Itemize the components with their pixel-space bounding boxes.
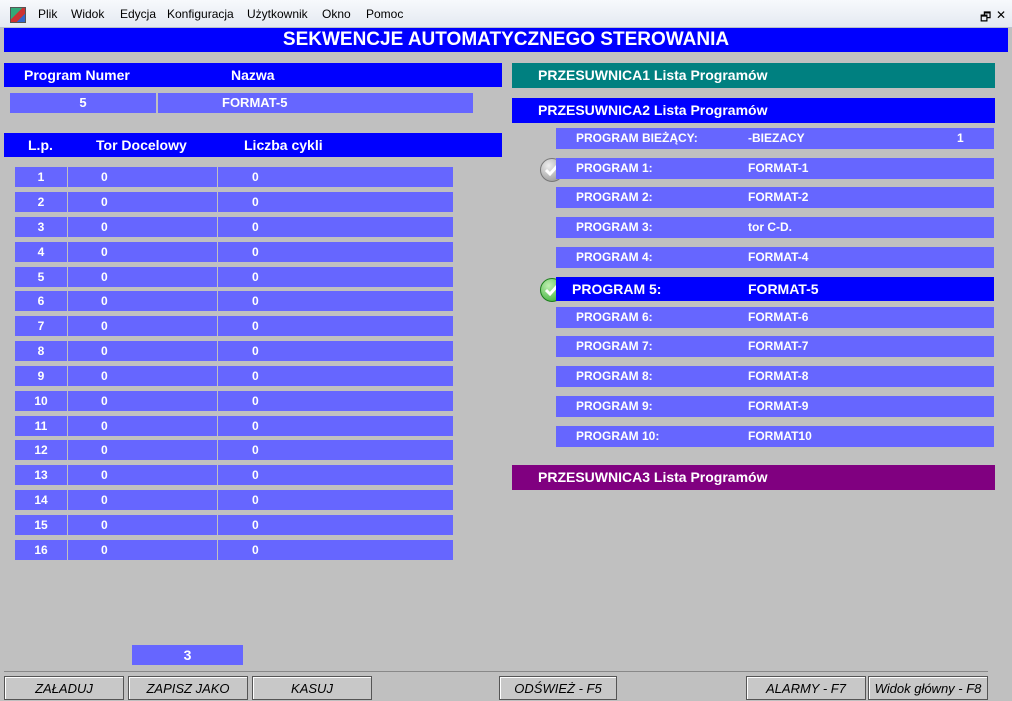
col-cykle-header: Liczba cykli — [244, 137, 323, 153]
program-row[interactable] — [556, 217, 994, 238]
table-row — [15, 167, 453, 187]
program-row[interactable] — [556, 247, 994, 268]
program-row[interactable] — [556, 366, 994, 387]
page-title: SEKWENCJE AUTOMATYCZNEGO STEROWANIA — [4, 28, 1008, 52]
tor-field[interactable]: 0 — [68, 366, 217, 386]
col-tor-header: Tor Docelowy — [96, 137, 187, 153]
tor-field[interactable]: 0 — [68, 167, 217, 187]
program-number-header: Program Numer — [24, 67, 130, 83]
section-przesuwnica3[interactable]: PRZESUWNICA3 Lista Programów — [512, 465, 995, 490]
table-row — [15, 440, 453, 460]
tor-field[interactable]: 0 — [68, 341, 217, 361]
row-index: 12 — [15, 440, 67, 460]
refresh-button[interactable]: ODŚWIEŻ - F5 — [499, 676, 617, 700]
program-row[interactable] — [556, 396, 994, 417]
cycles-field[interactable]: 0 — [218, 316, 453, 336]
row-index: 1 — [15, 167, 67, 187]
table-row — [15, 416, 453, 436]
program-label: PROGRAM 1: — [576, 161, 653, 175]
cycles-field[interactable]: 0 — [218, 490, 453, 510]
table-row — [15, 192, 453, 212]
program-label: PROGRAM 8: — [576, 369, 653, 383]
close-icon[interactable]: ✕ — [996, 8, 1007, 22]
cycles-field[interactable]: 0 — [218, 540, 453, 560]
cycles-field[interactable]: 0 — [218, 391, 453, 411]
program-label: PROGRAM 6: — [576, 310, 653, 324]
program-value: FORMAT-5 — [748, 281, 819, 297]
program-number-field[interactable]: 5 — [10, 93, 156, 113]
main-view-button[interactable]: Widok główny - F8 — [868, 676, 988, 700]
cycles-field[interactable]: 0 — [218, 416, 453, 436]
cycles-field[interactable]: 0 — [218, 217, 453, 237]
table-header — [4, 133, 502, 157]
col-lp-header: L.p. — [28, 137, 53, 153]
tor-field[interactable]: 0 — [68, 490, 217, 510]
program-row[interactable] — [556, 426, 994, 447]
tor-field[interactable]: 0 — [68, 242, 217, 262]
row-index: 10 — [15, 391, 67, 411]
table-row — [15, 242, 453, 262]
row-index: 9 — [15, 366, 67, 386]
cycles-field[interactable]: 0 — [218, 440, 453, 460]
table-row — [15, 341, 453, 361]
tor-field[interactable]: 0 — [68, 267, 217, 287]
program-label: PROGRAM 10: — [576, 429, 660, 443]
row-index: 15 — [15, 515, 67, 535]
program-row[interactable] — [556, 158, 994, 179]
table-row — [15, 515, 453, 535]
cycles-field[interactable]: 0 — [218, 242, 453, 262]
program-row-active[interactable] — [556, 277, 994, 301]
program-value: FORMAT-2 — [748, 190, 809, 204]
row-index: 7 — [15, 316, 67, 336]
cycles-field[interactable]: 0 — [218, 291, 453, 311]
menu-bar — [0, 0, 1012, 28]
restore-icon[interactable]: 🗗 — [980, 10, 992, 24]
program-value: FORMAT-4 — [748, 250, 809, 264]
table-row — [15, 391, 453, 411]
load-button[interactable]: ZAŁADUJ — [4, 676, 124, 700]
program-label: PROGRAM 2: — [576, 190, 653, 204]
table-row — [15, 490, 453, 510]
row-index: 11 — [15, 416, 67, 436]
menu-konfiguracja[interactable]: Konfiguracja — [167, 7, 234, 21]
program-value: FORMAT-1 — [748, 161, 809, 175]
tor-field[interactable]: 0 — [68, 192, 217, 212]
row-index: 5 — [15, 267, 67, 287]
program-value: FORMAT-7 — [748, 339, 809, 353]
menu-plik[interactable]: Plik — [38, 7, 58, 21]
program-value: FORMAT-6 — [748, 310, 809, 324]
row-index: 3 — [15, 217, 67, 237]
cycles-field[interactable]: 0 — [218, 515, 453, 535]
row-index: 13 — [15, 465, 67, 485]
footer-value-field: 3 — [132, 645, 243, 665]
table-row — [15, 540, 453, 560]
program-label: PROGRAM 3: — [576, 220, 653, 234]
program-label: PROGRAM 5: — [572, 281, 662, 297]
program-value: FORMAT-8 — [748, 369, 809, 383]
program-label: PROGRAM 4: — [576, 250, 653, 264]
table-row — [15, 217, 453, 237]
current-program-row — [556, 128, 994, 149]
row-index: 2 — [15, 192, 67, 212]
program-label: PROGRAM 7: — [576, 339, 653, 353]
menu-uzytkownik[interactable]: Użytkownik — [247, 7, 308, 21]
tor-field[interactable]: 0 — [68, 540, 217, 560]
program-value: tor C-D. — [748, 220, 792, 234]
tor-field[interactable]: 0 — [68, 465, 217, 485]
current-program-label: PROGRAM BIEŻĄCY: — [576, 131, 698, 145]
program-value: FORMAT-9 — [748, 399, 809, 413]
program-value: FORMAT10 — [748, 429, 812, 443]
program-name-header: Nazwa — [231, 67, 275, 83]
current-program-value: -BIEZACY — [748, 131, 805, 145]
tor-field[interactable]: 0 — [68, 217, 217, 237]
cycles-field[interactable]: 0 — [218, 465, 453, 485]
tor-field[interactable]: 0 — [68, 391, 217, 411]
row-index: 16 — [15, 540, 67, 560]
table-row — [15, 267, 453, 287]
divider — [4, 671, 988, 672]
cycles-field[interactable]: 0 — [218, 341, 453, 361]
tor-field[interactable]: 0 — [68, 416, 217, 436]
program-row[interactable] — [556, 187, 994, 208]
table-row — [15, 366, 453, 386]
tor-field[interactable]: 0 — [68, 440, 217, 460]
program-row[interactable] — [556, 307, 994, 328]
app-icon[interactable] — [10, 7, 26, 23]
menu-widok[interactable]: Widok — [71, 7, 105, 21]
tor-field[interactable]: 0 — [68, 515, 217, 535]
tor-field[interactable]: 0 — [68, 291, 217, 311]
tor-field[interactable]: 0 — [68, 316, 217, 336]
alarms-button[interactable]: ALARMY - F7 — [746, 676, 866, 700]
section-przesuwnica2[interactable]: PRZESUWNICA2 Lista Programów — [512, 98, 995, 123]
program-row[interactable] — [556, 336, 994, 357]
table-row — [15, 465, 453, 485]
program-label: PROGRAM 9: — [576, 399, 653, 413]
table-row — [15, 316, 453, 336]
cycles-field[interactable]: 0 — [218, 167, 453, 187]
menu-edycja[interactable]: Edycja — [120, 7, 157, 21]
current-program-number: 1 — [957, 131, 964, 145]
program-name-field[interactable]: FORMAT-5 — [158, 93, 473, 113]
row-index: 6 — [15, 291, 67, 311]
section-przesuwnica1[interactable]: PRZESUWNICA1 Lista Programów — [512, 63, 995, 88]
table-row — [15, 291, 453, 311]
cycles-field[interactable]: 0 — [218, 192, 453, 212]
row-index: 14 — [15, 490, 67, 510]
row-index: 8 — [15, 341, 67, 361]
cycles-field[interactable]: 0 — [218, 267, 453, 287]
row-index: 4 — [15, 242, 67, 262]
menu-okno[interactable]: Okno — [322, 7, 351, 21]
delete-button[interactable]: KASUJ — [252, 676, 372, 700]
menu-pomoc[interactable]: Pomoc — [366, 7, 404, 21]
save-as-button[interactable]: ZAPISZ JAKO — [128, 676, 248, 700]
cycles-field[interactable]: 0 — [218, 366, 453, 386]
program-header — [4, 63, 502, 87]
